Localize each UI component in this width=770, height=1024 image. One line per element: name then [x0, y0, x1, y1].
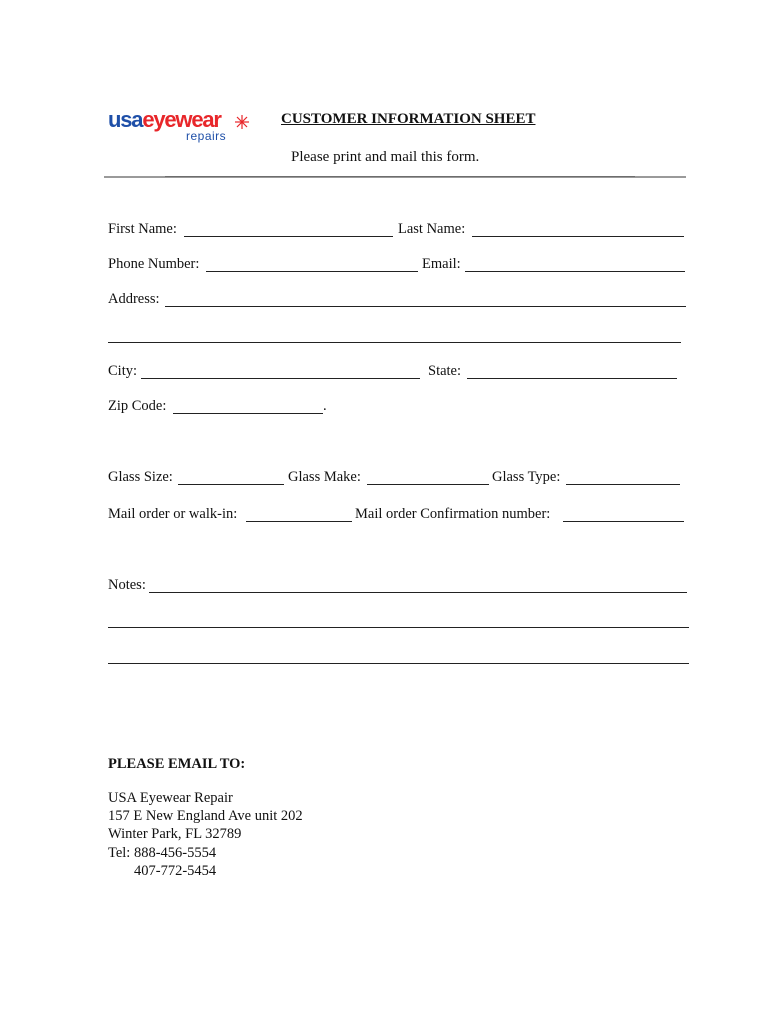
header-divider-accent — [165, 176, 635, 177]
glass-size-label: Glass Size: — [108, 469, 173, 485]
glass-type-label: Glass Type: — [492, 469, 561, 485]
first-name-field[interactable] — [184, 236, 393, 237]
glass-size-field[interactable] — [178, 484, 284, 485]
glass-make-field[interactable] — [367, 484, 489, 485]
company-logo — [108, 108, 258, 150]
phone-label: Phone Number: — [108, 256, 200, 272]
state-field[interactable] — [467, 378, 677, 379]
city-field[interactable] — [141, 378, 420, 379]
notes-field-line3[interactable] — [108, 663, 689, 664]
sparkle-icon — [235, 115, 249, 129]
address-field-line1[interactable] — [165, 306, 686, 307]
email-label: Email: — [422, 256, 461, 272]
first-name-label: First Name: — [108, 221, 177, 237]
mail-or-walkin-field[interactable] — [246, 521, 352, 522]
address-field-line2[interactable] — [108, 342, 681, 343]
logo-repairs-text: repairs — [186, 129, 227, 143]
state-label: State: — [428, 363, 462, 379]
notes-field-line2[interactable] — [108, 627, 689, 628]
glass-make-label: Glass Make: — [288, 469, 361, 485]
zip-period: . — [323, 398, 327, 414]
page-subtitle: Please print and mail this form. — [291, 149, 480, 165]
glass-type-field[interactable] — [566, 484, 680, 485]
contact-company: USA Eyewear Repair — [108, 790, 233, 806]
last-name-field[interactable] — [472, 236, 684, 237]
logo-usa-text: usa — [108, 107, 143, 132]
page-title: CUSTOMER INFORMATION SHEET — [281, 111, 536, 127]
contact-heading: PLEASE EMAIL TO: — [108, 756, 246, 772]
address-label: Address: — [108, 291, 160, 307]
contact-city: Winter Park, FL 32789 — [108, 826, 242, 842]
contact-tel-secondary: 407-772-5454 — [134, 863, 217, 879]
email-field[interactable] — [465, 271, 685, 272]
city-label: City: — [108, 363, 138, 379]
contact-tel: Tel: 888-456-5554 — [108, 845, 217, 861]
zip-field[interactable] — [173, 413, 323, 414]
last-name-label: Last Name: — [398, 221, 466, 237]
phone-field[interactable] — [206, 271, 418, 272]
contact-street: 157 E New England Ave unit 202 — [108, 808, 303, 824]
mail-confirmation-label: Mail order Confirmation number: — [355, 506, 551, 522]
logo-eyewear-text: eyewear — [142, 107, 221, 132]
mail-or-walkin-label: Mail order or walk-in: — [108, 506, 238, 522]
notes-label: Notes: — [108, 577, 146, 593]
mail-confirmation-field[interactable] — [563, 521, 684, 522]
zip-label: Zip Code: — [108, 398, 167, 414]
notes-field-line1[interactable] — [149, 592, 687, 593]
